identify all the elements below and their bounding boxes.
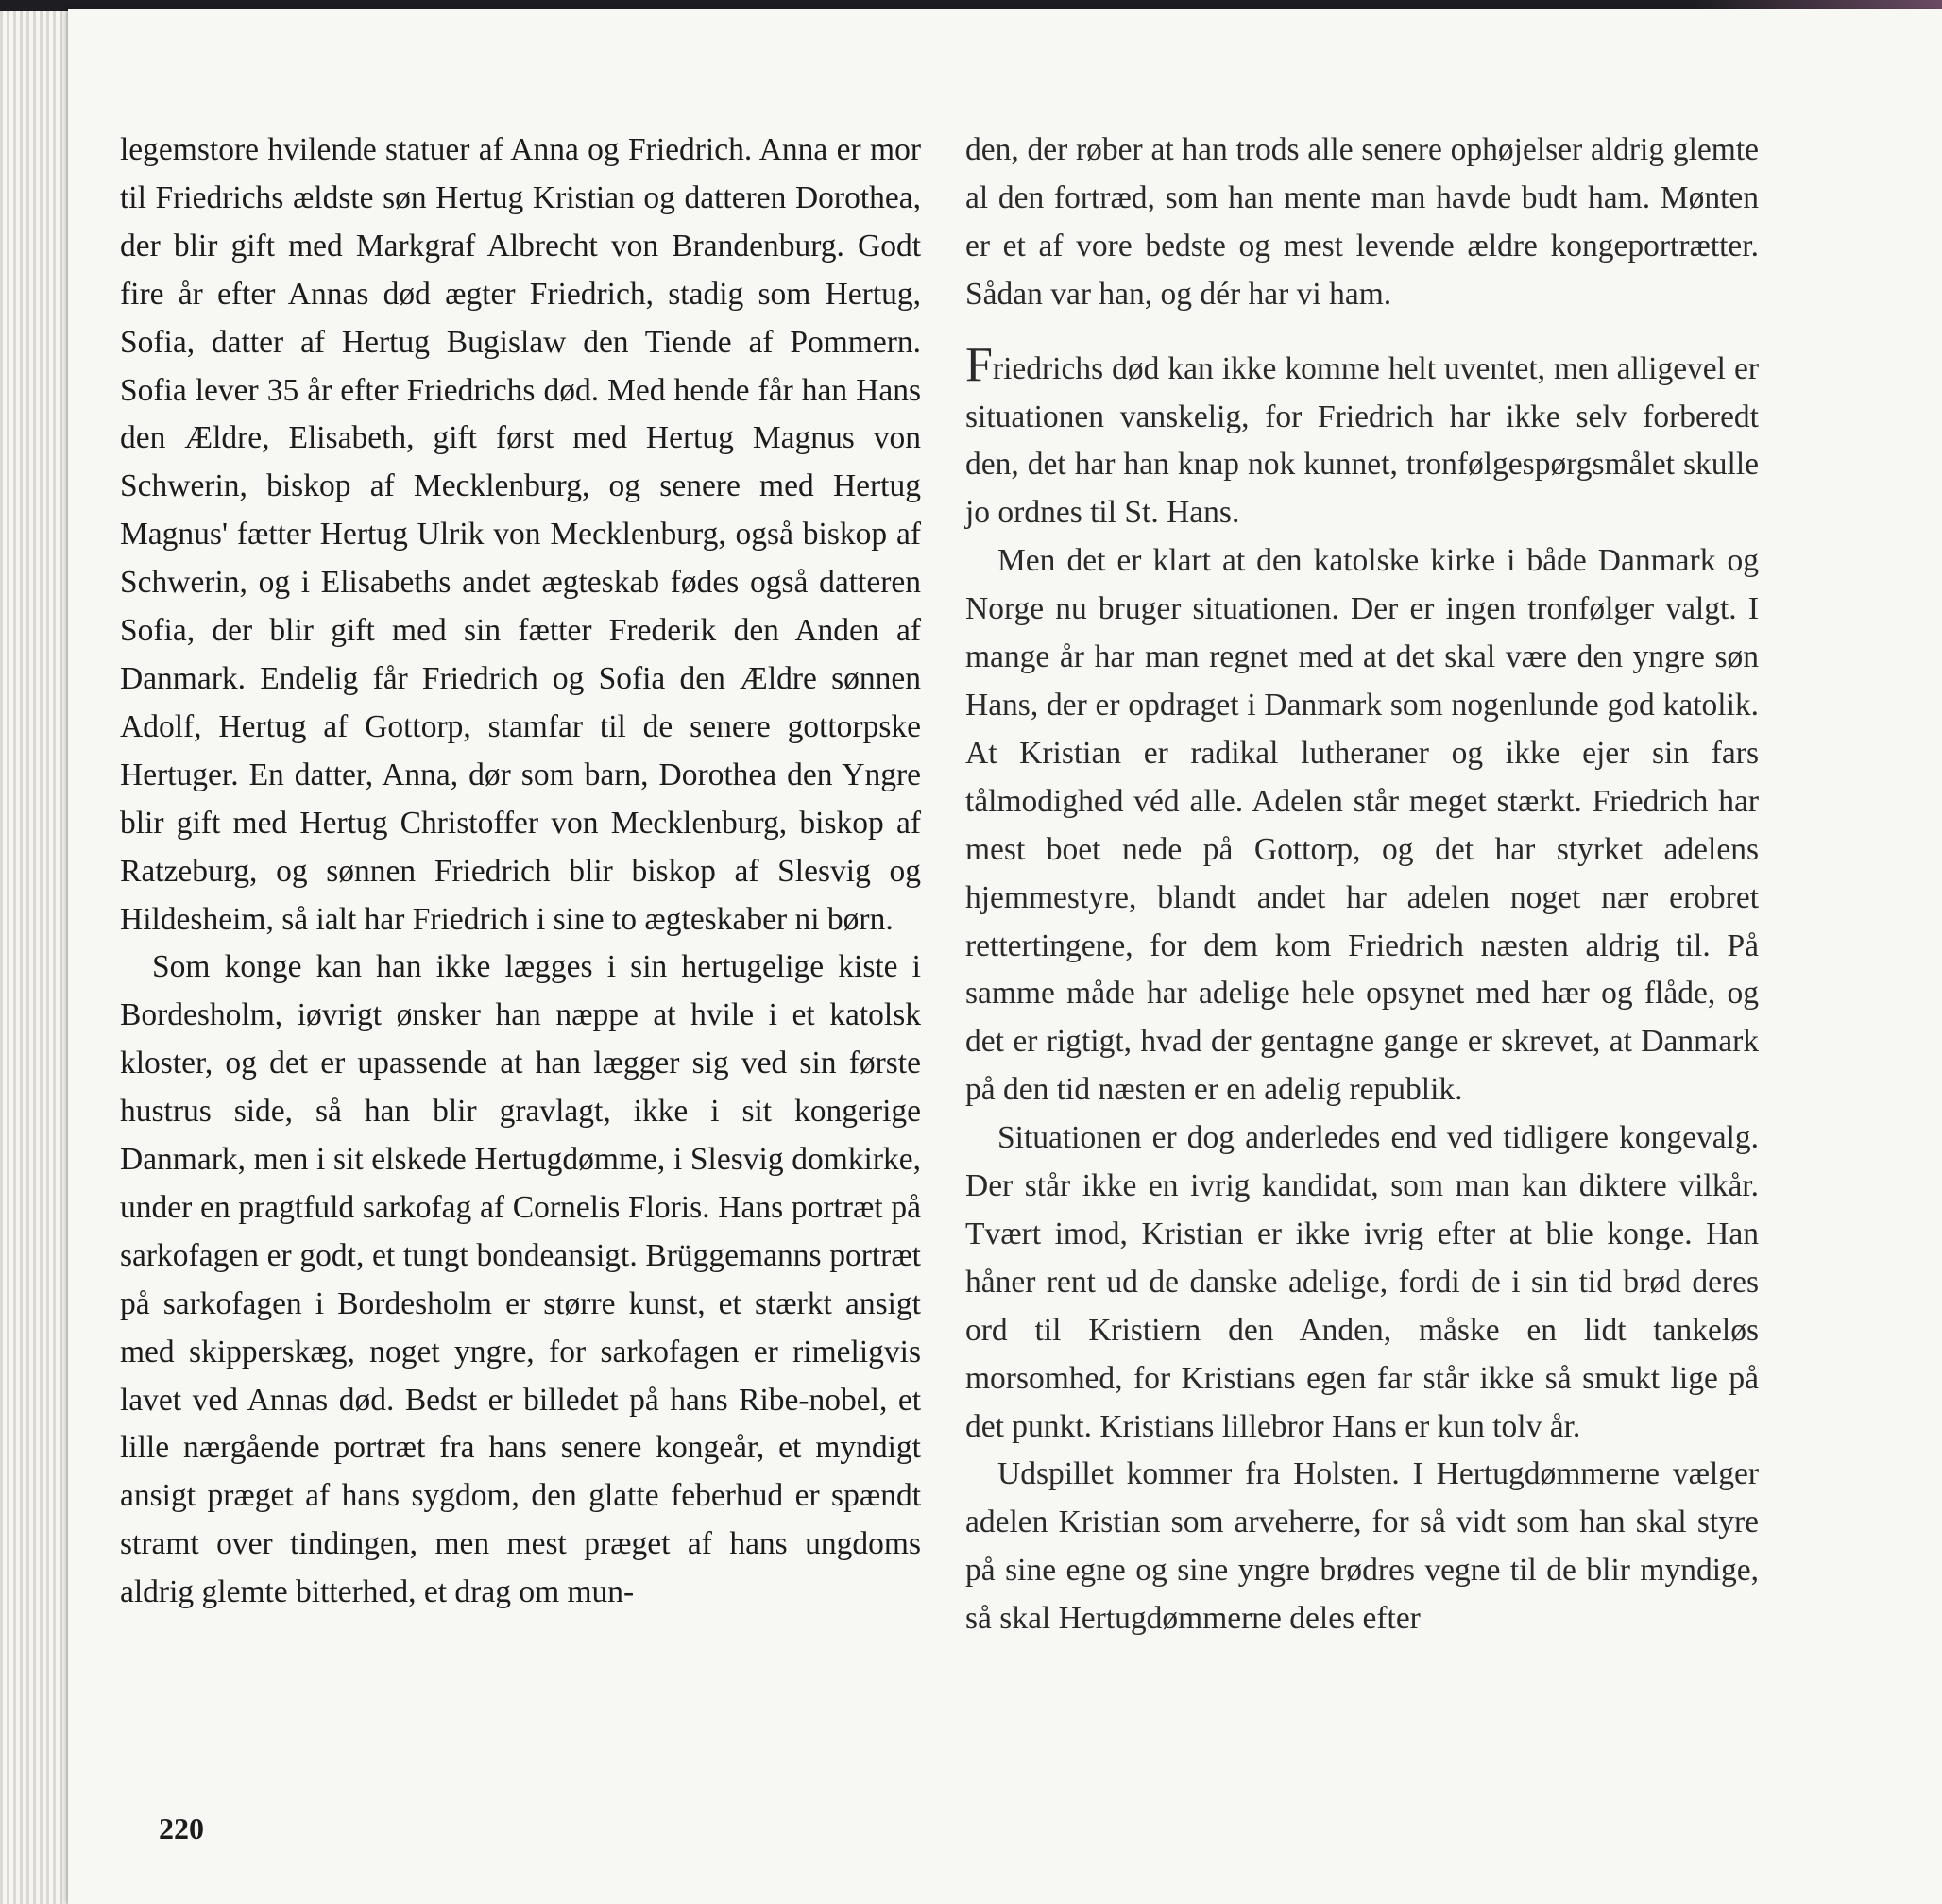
left-paragraph-1: legemstore hvilende statuer af Anna og Friedrich. Anna er mor til Friedrichs ældste søn Hertug Kristian og datteren Dorothea, der blir gift med Markgraf Albrecht von Brandenburg. Godt fire år efter Annas død ægter Friedrich, stadig som Hertug, Sofia, datter af Hertug Bugislaw den Tiende af Pommern. Sofia lever 35 år efter Friedrichs død. Med hende får han Hans den Ældre, Elisabeth, gift først med Hertug Magnus von Schwerin, biskop af Mecklenburg, og senere med Hertug Magnus' fætter Hertug Ulrik von Mecklenburg, også biskop af Schwerin, og i Elisabeths andet ægteskab fødes også datteren Sofia, der blir gift med sin fætter Frederik den Anden af Danmark. Endelig får Friedrich og Sofia den Ældre sønnen Adolf, Hertug af Gottorp, stamfar til de senere gottorpske Hertuger. En datter, Anna, dør som barn, Dorothea den Yngre blir gift med Hertug Christoffer von Mecklenburg, biskop af Ratzeburg, og sønnen Friedrich blir biskop af Slesvig og Hildesheim, så ialt har Friedrich i sine to ægteskaber ni børn. xyxy=(120,132,921,937)
book-page xyxy=(68,9,1942,1904)
left-column xyxy=(120,127,921,1617)
right-paragraph-2-text: riedrichs død kan ikke komme helt uventet, men alligevel er situationen vanskelig, for Friedrich har ikke selv forberedt den, det har han knap nok kunnet, tronfølgespørgsmålet skulle jo ordnes til St. Hans. xyxy=(965,350,1759,531)
right-paragraph-5: Udspillet kommer fra Holsten. I Hertugdømmerne vælger adelen Kristian som arveherre, for så vidt som han skal styre på sine egne og sine yngre brødres vegne til de blir myndige, så skal Hertugdømmerne deles efter xyxy=(965,1456,1759,1637)
page-number: 220 xyxy=(159,1811,204,1845)
right-column xyxy=(965,127,1759,1643)
right-paragraph-1: den, der røber at han trods alle senere ophøjelser aldrig glemte al den fortræd, som han mente man havde budt ham. Mønten er et af vore bedste og mest levende ældre kongeportrætter. Sådan var han, og dér har vi ham. xyxy=(965,132,1759,312)
right-paragraph-3: Men det er klart at den katolske kirke i både Danmark og Norge nu bruger situationen. Der er ingen tronfølger valgt. I mange år har man regnet med at det skal være den yngre søn Hans, der er opdraget i Danmark som nogenlunde god katolik. At Kristian er radikal lutheraner og ikke ejer sin fars tålmodighed véd alle. Adelen står meget stærkt. Friedrich har mest boet nede på Gottorp, og det har styrket adelens hjemmestyre, blandt andet har adelen noget nær erobret rettertingene, for dem kom Friedrich næsten aldrig til. På samme måde har adelige hele opsynet med hær og flåde, og det er rigtigt, hvad der gentagne gange er skrevet, at Danmark på den tid næsten er en adelig republik. xyxy=(965,543,1759,1108)
page-edges xyxy=(0,11,68,1904)
right-paragraph-4: Situationen er dog anderledes end ved tidligere kongevalg. Der står ikke en ivrig kandidat, som man kan diktere vilkår. Tvært imod, Kristian er ikke ivrig efter at blie konge. Han håner rent ud de danske adelige, fordi de i sin tid brød deres ord til Kristiern den Anden, måske en lidt tankeløs morsomhed, for Kristians egen far står ikke så smukt lige på det punkt. Kristians lillebror Hans er kun tolv år. xyxy=(965,1120,1759,1444)
left-paragraph-2: Som konge kan han ikke lægges i sin hertugelige kiste i Bordesholm, iøvrigt ønsker han næppe at hvile i et katolsk kloster, og det er upassende at han lægger sig ved sin første hustrus side, så han blir gravlagt, ikke i sit kongerige Danmark, men i sit elskede Hertugdømme, i Slesvig domkirke, under en pragtfuld sarkofag af Cornelis Floris. Hans portræt på sarkofagen er godt, et tungt bondeansigt. Brüggemanns portræt på sarkofagen i Bordesholm er større kunst, et stærkt ansigt med skipperskæg, noget yngre, for sarkofagen er rimeligvis lavet ved Annas død. Bedst er billedet på hans Ribe-nobel, et lille nærgående portræt fra hans senere kongeår, et myndigt ansigt præget af hans sygdom, den glatte feberhud er spændt stramt over tindingen, men mest præget af hans ungdoms aldrig glemte bitterhed, et drag om mun- xyxy=(120,949,921,1610)
drop-cap-letter: F xyxy=(965,337,993,392)
right-paragraph-2 xyxy=(965,337,1759,538)
